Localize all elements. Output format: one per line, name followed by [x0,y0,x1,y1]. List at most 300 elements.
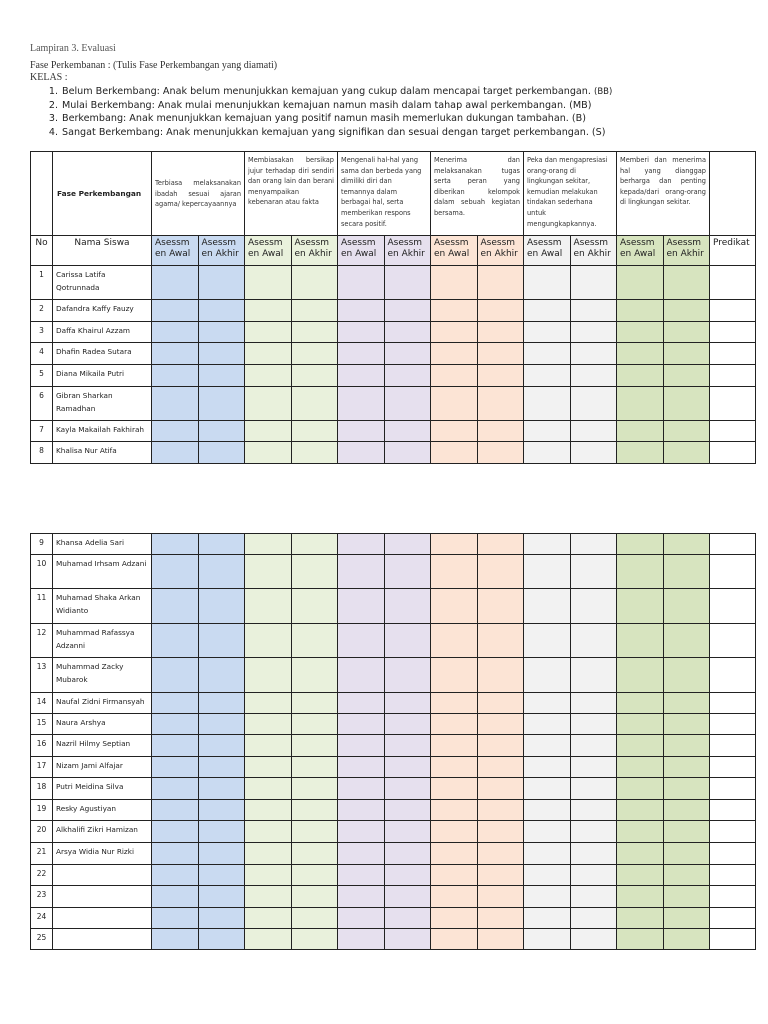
asesmen-akhir-cell[interactable] [384,555,431,589]
asesmen-awal-cell[interactable] [524,757,571,778]
asesmen-akhir-cell[interactable] [663,589,710,624]
asesmen-awal-cell[interactable] [245,800,292,821]
asesmen-akhir-cell[interactable] [477,821,524,843]
asesmen-awal-cell[interactable] [524,266,571,300]
asesmen-akhir-cell[interactable] [198,624,245,658]
asesmen-awal-cell[interactable] [524,442,571,464]
asesmen-akhir-cell[interactable] [291,624,338,658]
asesmen-akhir-cell[interactable] [477,693,524,714]
predikat-cell[interactable] [710,735,756,757]
asesmen-akhir-cell[interactable] [663,442,710,464]
asesmen-awal-cell[interactable] [524,886,571,908]
asesmen-awal-cell[interactable] [338,908,385,929]
asesmen-awal-cell[interactable] [152,343,199,365]
asesmen-akhir-cell[interactable] [384,714,431,735]
asesmen-akhir-cell[interactable] [198,778,245,800]
asesmen-awal-cell[interactable] [617,589,664,624]
asesmen-awal-cell[interactable] [524,300,571,322]
asesmen-akhir-cell[interactable] [477,624,524,658]
asesmen-akhir-cell[interactable] [384,589,431,624]
asesmen-akhir-cell[interactable] [384,300,431,322]
asesmen-akhir-cell[interactable] [477,266,524,300]
asesmen-akhir-cell[interactable] [477,442,524,464]
asesmen-awal-cell[interactable] [431,778,478,800]
asesmen-akhir-cell[interactable] [570,421,617,442]
asesmen-awal-cell[interactable] [152,589,199,624]
asesmen-awal-cell[interactable] [152,266,199,300]
asesmen-awal-cell[interactable] [524,735,571,757]
asesmen-awal-cell[interactable] [338,421,385,442]
asesmen-awal-cell[interactable] [524,589,571,624]
asesmen-akhir-cell[interactable] [663,886,710,908]
predikat-cell[interactable] [710,929,756,950]
asesmen-awal-cell[interactable] [617,843,664,865]
asesmen-akhir-cell[interactable] [570,343,617,365]
asesmen-akhir-cell[interactable] [384,658,431,693]
asesmen-akhir-cell[interactable] [663,322,710,343]
asesmen-awal-cell[interactable] [617,735,664,757]
asesmen-awal-cell[interactable] [152,365,199,387]
asesmen-awal-cell[interactable] [338,929,385,950]
asesmen-akhir-cell[interactable] [477,300,524,322]
asesmen-awal-cell[interactable] [431,757,478,778]
asesmen-akhir-cell[interactable] [663,266,710,300]
asesmen-akhir-cell[interactable] [384,843,431,865]
asesmen-awal-cell[interactable] [245,421,292,442]
asesmen-awal-cell[interactable] [617,534,664,555]
asesmen-awal-cell[interactable] [617,421,664,442]
asesmen-awal-cell[interactable] [524,821,571,843]
asesmen-awal-cell[interactable] [245,300,292,322]
asesmen-awal-cell[interactable] [431,300,478,322]
asesmen-awal-cell[interactable] [431,589,478,624]
asesmen-awal-cell[interactable] [338,387,385,421]
predikat-cell[interactable] [710,442,756,464]
asesmen-akhir-cell[interactable] [663,624,710,658]
asesmen-akhir-cell[interactable] [663,757,710,778]
asesmen-akhir-cell[interactable] [384,624,431,658]
asesmen-akhir-cell[interactable] [477,865,524,886]
asesmen-awal-cell[interactable] [617,865,664,886]
asesmen-akhir-cell[interactable] [477,365,524,387]
asesmen-awal-cell[interactable] [152,555,199,589]
asesmen-awal-cell[interactable] [617,266,664,300]
asesmen-awal-cell[interactable] [245,735,292,757]
asesmen-awal-cell[interactable] [338,800,385,821]
asesmen-awal-cell[interactable] [338,534,385,555]
asesmen-awal-cell[interactable] [152,658,199,693]
asesmen-akhir-cell[interactable] [198,421,245,442]
asesmen-akhir-cell[interactable] [663,365,710,387]
asesmen-akhir-cell[interactable] [291,300,338,322]
asesmen-awal-cell[interactable] [152,735,199,757]
asesmen-akhir-cell[interactable] [291,421,338,442]
predikat-cell[interactable] [710,421,756,442]
asesmen-akhir-cell[interactable] [198,865,245,886]
asesmen-akhir-cell[interactable] [384,322,431,343]
asesmen-awal-cell[interactable] [245,322,292,343]
asesmen-akhir-cell[interactable] [384,778,431,800]
asesmen-akhir-cell[interactable] [384,800,431,821]
asesmen-akhir-cell[interactable] [291,735,338,757]
asesmen-akhir-cell[interactable] [384,387,431,421]
predikat-cell[interactable] [710,624,756,658]
asesmen-awal-cell[interactable] [152,322,199,343]
asesmen-awal-cell[interactable] [338,266,385,300]
asesmen-akhir-cell[interactable] [570,865,617,886]
asesmen-akhir-cell[interactable] [198,387,245,421]
asesmen-akhir-cell[interactable] [663,735,710,757]
asesmen-awal-cell[interactable] [245,886,292,908]
asesmen-awal-cell[interactable] [245,266,292,300]
asesmen-akhir-cell[interactable] [198,534,245,555]
asesmen-akhir-cell[interactable] [384,908,431,929]
asesmen-awal-cell[interactable] [338,442,385,464]
asesmen-akhir-cell[interactable] [198,929,245,950]
predikat-cell[interactable] [710,365,756,387]
asesmen-awal-cell[interactable] [245,757,292,778]
asesmen-awal-cell[interactable] [431,534,478,555]
asesmen-awal-cell[interactable] [431,865,478,886]
asesmen-akhir-cell[interactable] [663,929,710,950]
asesmen-awal-cell[interactable] [338,589,385,624]
asesmen-akhir-cell[interactable] [198,714,245,735]
predikat-cell[interactable] [710,886,756,908]
asesmen-awal-cell[interactable] [617,658,664,693]
predikat-cell[interactable] [710,714,756,735]
asesmen-awal-cell[interactable] [338,658,385,693]
asesmen-awal-cell[interactable] [152,421,199,442]
asesmen-akhir-cell[interactable] [291,266,338,300]
asesmen-awal-cell[interactable] [245,534,292,555]
asesmen-akhir-cell[interactable] [291,343,338,365]
predikat-cell[interactable] [710,821,756,843]
asesmen-awal-cell[interactable] [524,658,571,693]
asesmen-akhir-cell[interactable] [291,843,338,865]
asesmen-akhir-cell[interactable] [291,534,338,555]
asesmen-akhir-cell[interactable] [291,757,338,778]
asesmen-akhir-cell[interactable] [384,929,431,950]
asesmen-akhir-cell[interactable] [198,343,245,365]
asesmen-akhir-cell[interactable] [570,757,617,778]
asesmen-awal-cell[interactable] [431,908,478,929]
asesmen-akhir-cell[interactable] [198,735,245,757]
asesmen-akhir-cell[interactable] [663,555,710,589]
asesmen-akhir-cell[interactable] [198,658,245,693]
asesmen-akhir-cell[interactable] [570,908,617,929]
asesmen-awal-cell[interactable] [245,589,292,624]
asesmen-awal-cell[interactable] [245,365,292,387]
asesmen-akhir-cell[interactable] [663,300,710,322]
asesmen-awal-cell[interactable] [245,658,292,693]
asesmen-akhir-cell[interactable] [477,886,524,908]
asesmen-awal-cell[interactable] [617,300,664,322]
asesmen-akhir-cell[interactable] [663,821,710,843]
asesmen-awal-cell[interactable] [152,757,199,778]
asesmen-akhir-cell[interactable] [384,757,431,778]
asesmen-awal-cell[interactable] [152,387,199,421]
asesmen-akhir-cell[interactable] [384,886,431,908]
asesmen-akhir-cell[interactable] [291,693,338,714]
asesmen-akhir-cell[interactable] [384,421,431,442]
asesmen-akhir-cell[interactable] [570,322,617,343]
asesmen-awal-cell[interactable] [152,886,199,908]
asesmen-awal-cell[interactable] [431,658,478,693]
asesmen-awal-cell[interactable] [524,555,571,589]
asesmen-akhir-cell[interactable] [663,343,710,365]
asesmen-akhir-cell[interactable] [570,929,617,950]
asesmen-akhir-cell[interactable] [663,843,710,865]
asesmen-awal-cell[interactable] [431,929,478,950]
asesmen-akhir-cell[interactable] [384,735,431,757]
asesmen-akhir-cell[interactable] [198,555,245,589]
asesmen-akhir-cell[interactable] [663,421,710,442]
asesmen-akhir-cell[interactable] [477,387,524,421]
asesmen-awal-cell[interactable] [431,821,478,843]
asesmen-akhir-cell[interactable] [384,693,431,714]
asesmen-awal-cell[interactable] [338,843,385,865]
asesmen-akhir-cell[interactable] [291,442,338,464]
asesmen-akhir-cell[interactable] [291,865,338,886]
asesmen-awal-cell[interactable] [245,714,292,735]
asesmen-akhir-cell[interactable] [198,693,245,714]
asesmen-awal-cell[interactable] [617,714,664,735]
asesmen-akhir-cell[interactable] [291,800,338,821]
asesmen-awal-cell[interactable] [524,865,571,886]
asesmen-akhir-cell[interactable] [570,589,617,624]
asesmen-awal-cell[interactable] [245,908,292,929]
asesmen-awal-cell[interactable] [524,714,571,735]
asesmen-awal-cell[interactable] [245,442,292,464]
asesmen-akhir-cell[interactable] [663,693,710,714]
asesmen-awal-cell[interactable] [431,735,478,757]
predikat-cell[interactable] [710,800,756,821]
asesmen-awal-cell[interactable] [431,843,478,865]
asesmen-awal-cell[interactable] [338,322,385,343]
asesmen-awal-cell[interactable] [431,387,478,421]
asesmen-akhir-cell[interactable] [663,908,710,929]
asesmen-awal-cell[interactable] [152,714,199,735]
asesmen-awal-cell[interactable] [617,624,664,658]
asesmen-akhir-cell[interactable] [291,589,338,624]
asesmen-awal-cell[interactable] [524,908,571,929]
predikat-cell[interactable] [710,865,756,886]
asesmen-awal-cell[interactable] [617,821,664,843]
asesmen-akhir-cell[interactable] [570,778,617,800]
asesmen-akhir-cell[interactable] [291,908,338,929]
asesmen-awal-cell[interactable] [431,886,478,908]
asesmen-akhir-cell[interactable] [570,266,617,300]
predikat-cell[interactable] [710,693,756,714]
asesmen-awal-cell[interactable] [617,343,664,365]
asesmen-awal-cell[interactable] [338,693,385,714]
asesmen-awal-cell[interactable] [152,929,199,950]
asesmen-awal-cell[interactable] [338,865,385,886]
asesmen-awal-cell[interactable] [245,343,292,365]
asesmen-awal-cell[interactable] [245,693,292,714]
asesmen-akhir-cell[interactable] [663,778,710,800]
asesmen-awal-cell[interactable] [431,322,478,343]
asesmen-awal-cell[interactable] [524,421,571,442]
asesmen-awal-cell[interactable] [524,624,571,658]
asesmen-akhir-cell[interactable] [570,534,617,555]
asesmen-awal-cell[interactable] [431,343,478,365]
asesmen-awal-cell[interactable] [617,929,664,950]
asesmen-awal-cell[interactable] [431,555,478,589]
asesmen-akhir-cell[interactable] [663,658,710,693]
asesmen-akhir-cell[interactable] [477,555,524,589]
asesmen-awal-cell[interactable] [245,555,292,589]
asesmen-akhir-cell[interactable] [291,322,338,343]
asesmen-akhir-cell[interactable] [570,658,617,693]
predikat-cell[interactable] [710,658,756,693]
asesmen-akhir-cell[interactable] [384,266,431,300]
asesmen-akhir-cell[interactable] [198,800,245,821]
asesmen-awal-cell[interactable] [152,534,199,555]
asesmen-awal-cell[interactable] [152,624,199,658]
asesmen-awal-cell[interactable] [338,300,385,322]
asesmen-akhir-cell[interactable] [198,300,245,322]
asesmen-awal-cell[interactable] [338,778,385,800]
asesmen-akhir-cell[interactable] [477,908,524,929]
asesmen-awal-cell[interactable] [524,693,571,714]
asesmen-akhir-cell[interactable] [198,589,245,624]
asesmen-awal-cell[interactable] [338,886,385,908]
asesmen-akhir-cell[interactable] [477,534,524,555]
predikat-cell[interactable] [710,300,756,322]
asesmen-akhir-cell[interactable] [570,886,617,908]
asesmen-awal-cell[interactable] [431,800,478,821]
predikat-cell[interactable] [710,555,756,589]
asesmen-awal-cell[interactable] [617,778,664,800]
asesmen-akhir-cell[interactable] [291,555,338,589]
asesmen-akhir-cell[interactable] [291,714,338,735]
asesmen-akhir-cell[interactable] [570,387,617,421]
asesmen-akhir-cell[interactable] [291,387,338,421]
asesmen-awal-cell[interactable] [338,821,385,843]
asesmen-akhir-cell[interactable] [291,778,338,800]
asesmen-awal-cell[interactable] [617,555,664,589]
asesmen-awal-cell[interactable] [617,886,664,908]
asesmen-akhir-cell[interactable] [477,778,524,800]
asesmen-akhir-cell[interactable] [291,929,338,950]
asesmen-akhir-cell[interactable] [477,322,524,343]
asesmen-akhir-cell[interactable] [477,714,524,735]
asesmen-awal-cell[interactable] [338,343,385,365]
asesmen-awal-cell[interactable] [617,442,664,464]
asesmen-awal-cell[interactable] [617,908,664,929]
asesmen-akhir-cell[interactable] [570,693,617,714]
asesmen-akhir-cell[interactable] [477,757,524,778]
asesmen-akhir-cell[interactable] [291,658,338,693]
predikat-cell[interactable] [710,757,756,778]
asesmen-akhir-cell[interactable] [477,735,524,757]
asesmen-awal-cell[interactable] [431,365,478,387]
asesmen-awal-cell[interactable] [152,865,199,886]
asesmen-awal-cell[interactable] [152,843,199,865]
asesmen-awal-cell[interactable] [152,442,199,464]
asesmen-awal-cell[interactable] [245,865,292,886]
asesmen-awal-cell[interactable] [431,421,478,442]
asesmen-akhir-cell[interactable] [477,589,524,624]
asesmen-awal-cell[interactable] [338,365,385,387]
asesmen-akhir-cell[interactable] [384,821,431,843]
asesmen-akhir-cell[interactable] [384,534,431,555]
asesmen-awal-cell[interactable] [617,757,664,778]
asesmen-akhir-cell[interactable] [570,821,617,843]
asesmen-akhir-cell[interactable] [384,865,431,886]
asesmen-awal-cell[interactable] [338,624,385,658]
asesmen-awal-cell[interactable] [524,800,571,821]
asesmen-awal-cell[interactable] [245,778,292,800]
asesmen-akhir-cell[interactable] [198,843,245,865]
asesmen-awal-cell[interactable] [524,778,571,800]
asesmen-akhir-cell[interactable] [291,886,338,908]
asesmen-akhir-cell[interactable] [570,714,617,735]
asesmen-awal-cell[interactable] [617,800,664,821]
asesmen-akhir-cell[interactable] [384,365,431,387]
asesmen-awal-cell[interactable] [152,300,199,322]
asesmen-akhir-cell[interactable] [477,421,524,442]
asesmen-akhir-cell[interactable] [477,658,524,693]
asesmen-awal-cell[interactable] [524,365,571,387]
predikat-cell[interactable] [710,843,756,865]
asesmen-akhir-cell[interactable] [291,821,338,843]
asesmen-akhir-cell[interactable] [198,821,245,843]
asesmen-awal-cell[interactable] [617,693,664,714]
asesmen-awal-cell[interactable] [431,266,478,300]
asesmen-akhir-cell[interactable] [663,714,710,735]
asesmen-awal-cell[interactable] [431,714,478,735]
predikat-cell[interactable] [710,343,756,365]
asesmen-akhir-cell[interactable] [198,757,245,778]
asesmen-awal-cell[interactable] [245,929,292,950]
predikat-cell[interactable] [710,778,756,800]
asesmen-akhir-cell[interactable] [570,300,617,322]
asesmen-awal-cell[interactable] [524,343,571,365]
asesmen-awal-cell[interactable] [524,929,571,950]
asesmen-awal-cell[interactable] [152,693,199,714]
asesmen-akhir-cell[interactable] [198,886,245,908]
asesmen-awal-cell[interactable] [152,778,199,800]
asesmen-akhir-cell[interactable] [570,442,617,464]
asesmen-awal-cell[interactable] [152,908,199,929]
asesmen-akhir-cell[interactable] [198,365,245,387]
asesmen-akhir-cell[interactable] [198,322,245,343]
asesmen-awal-cell[interactable] [245,624,292,658]
predikat-cell[interactable] [710,322,756,343]
asesmen-akhir-cell[interactable] [570,735,617,757]
predikat-cell[interactable] [710,908,756,929]
asesmen-akhir-cell[interactable] [198,442,245,464]
asesmen-akhir-cell[interactable] [570,365,617,387]
asesmen-akhir-cell[interactable] [384,343,431,365]
asesmen-akhir-cell[interactable] [570,624,617,658]
asesmen-akhir-cell[interactable] [663,800,710,821]
asesmen-akhir-cell[interactable] [477,929,524,950]
predikat-cell[interactable] [710,387,756,421]
asesmen-awal-cell[interactable] [338,714,385,735]
asesmen-awal-cell[interactable] [617,387,664,421]
asesmen-awal-cell[interactable] [431,624,478,658]
asesmen-awal-cell[interactable] [431,693,478,714]
asesmen-awal-cell[interactable] [338,757,385,778]
asesmen-akhir-cell[interactable] [570,555,617,589]
asesmen-awal-cell[interactable] [245,821,292,843]
asesmen-akhir-cell[interactable] [570,843,617,865]
predikat-cell[interactable] [710,266,756,300]
asesmen-awal-cell[interactable] [524,322,571,343]
